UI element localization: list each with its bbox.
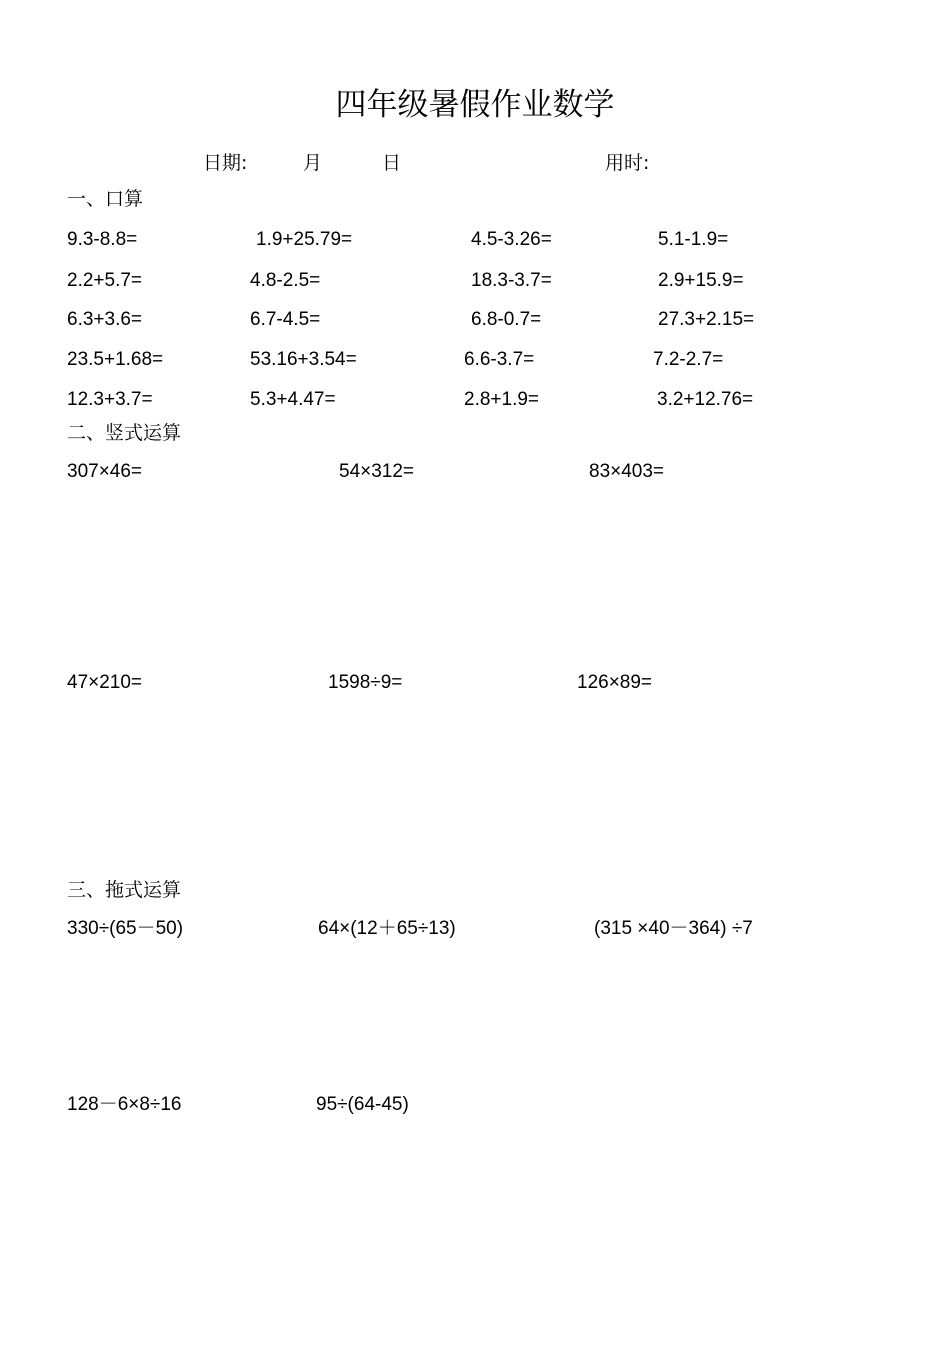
- page-title: 四年级暑假作业数学: [335, 87, 615, 123]
- time-used-label: 用时:: [605, 152, 650, 174]
- problem: 4.8-2.5=: [250, 270, 321, 291]
- problem: 83×403=: [589, 461, 665, 482]
- problem: 6.6-3.7=: [464, 349, 535, 370]
- problem: 4.5-3.26=: [471, 229, 552, 250]
- problem: 12.3+3.7=: [67, 389, 153, 410]
- problem: 1.9+25.79=: [256, 229, 353, 250]
- problem: 5.1-1.9=: [658, 229, 729, 250]
- problem: 6.8-0.7=: [471, 309, 542, 330]
- problem: 128－6×8÷16: [67, 1094, 182, 1115]
- problem: 64×(12＋65÷13): [318, 918, 456, 939]
- problem: 7.2-2.7=: [653, 349, 724, 370]
- problem: 330÷(65－50): [67, 918, 184, 939]
- problem: 95÷(64-45): [316, 1094, 409, 1115]
- problem: 307×46=: [67, 461, 143, 482]
- problem: 47×210=: [67, 672, 143, 693]
- date-label: 日期:: [203, 152, 248, 174]
- problem: 2.8+1.9=: [464, 389, 540, 410]
- month-label: 月: [303, 152, 323, 174]
- problem: 126×89=: [577, 672, 653, 693]
- section-heading: 二、竖式运算: [67, 422, 182, 444]
- section-heading: 一、口算: [67, 188, 144, 210]
- problem: 18.3-3.7=: [471, 270, 552, 291]
- problem: 9.3-8.8=: [67, 229, 138, 250]
- problem: 5.3+4.47=: [250, 389, 336, 410]
- problem: 3.2+12.76=: [657, 389, 754, 410]
- problem: (315 ×40－364) ÷7: [594, 918, 753, 939]
- problem: 53.16+3.54=: [250, 349, 357, 370]
- problem: 1598÷9=: [328, 672, 403, 693]
- problem: 6.7-4.5=: [250, 309, 321, 330]
- problem: 2.2+5.7=: [67, 270, 143, 291]
- problem: 6.3+3.6=: [67, 309, 143, 330]
- problem: 23.5+1.68=: [67, 349, 164, 370]
- section-heading: 三、拖式运算: [67, 879, 182, 901]
- day-label: 日: [382, 152, 402, 174]
- problem: 2.9+15.9=: [658, 270, 744, 291]
- problem: 54×312=: [339, 461, 415, 482]
- problem: 27.3+2.15=: [658, 309, 755, 330]
